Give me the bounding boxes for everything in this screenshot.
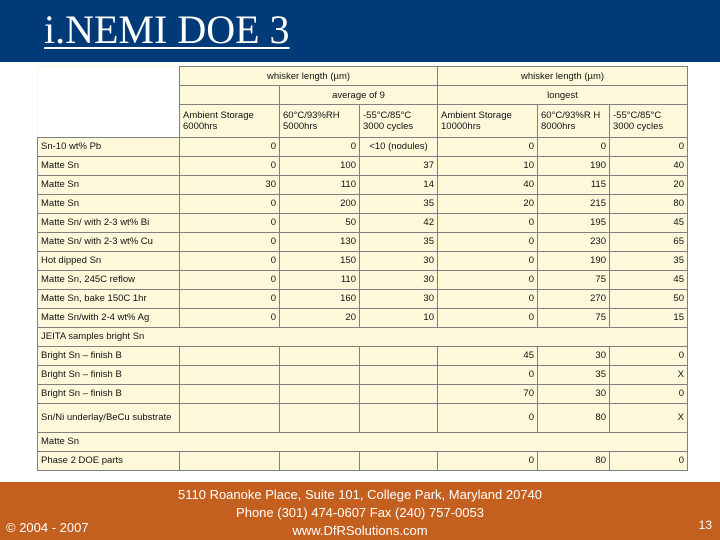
- table-cell: 35: [610, 251, 688, 270]
- table-cell: 80: [610, 194, 688, 213]
- footer-website: www.DfRSolutions.com: [292, 523, 428, 538]
- table-cell: 0: [438, 232, 538, 251]
- table-row: [38, 403, 688, 432]
- table-cell: 0: [180, 156, 280, 175]
- page-number: 13: [698, 518, 712, 532]
- table-row: [38, 156, 688, 175]
- table-cell: 50: [610, 289, 688, 308]
- table-cell: 0: [438, 403, 538, 432]
- section-label-jeita: JEITA samples bright Sn: [38, 327, 688, 346]
- section-label-matte: Matte Sn: [38, 432, 688, 451]
- table-cell: 35: [360, 194, 438, 213]
- table-cell: 0: [438, 137, 538, 156]
- table-cell: 150: [280, 251, 360, 270]
- table-cell: 0: [180, 251, 280, 270]
- table-cell: 0: [610, 137, 688, 156]
- table-cell: 75: [538, 308, 610, 327]
- table-cell: 35: [538, 365, 610, 384]
- row-label: Matte Sn, bake 150C 1hr: [38, 289, 180, 308]
- table-cell: 160: [280, 289, 360, 308]
- main-rows: [38, 137, 688, 327]
- copyright: © 2004 - 2007: [6, 520, 89, 535]
- table-row: [38, 232, 688, 251]
- table-cell: 0: [280, 137, 360, 156]
- row-label: Matte Sn: [38, 175, 180, 194]
- row-label: Matte Sn: [38, 156, 180, 175]
- table-cell: 0: [438, 251, 538, 270]
- table-cell: 75: [538, 270, 610, 289]
- slide-header: [0, 0, 720, 62]
- table-cell: 0: [438, 213, 538, 232]
- table-cell: 40: [610, 156, 688, 175]
- table-cell: 0: [538, 137, 610, 156]
- table-cell: 0: [180, 137, 280, 156]
- table-cell: 45: [438, 346, 538, 365]
- jeita-rows: [38, 346, 688, 432]
- table-cell: 45: [610, 270, 688, 289]
- slide-footer: [0, 482, 720, 540]
- row-label: Matte Sn: [38, 194, 180, 213]
- table-cell: 0: [180, 232, 280, 251]
- table-row: [38, 384, 688, 403]
- column-header: Ambient Storage 10000hrs: [438, 105, 538, 138]
- column-header-row: [38, 105, 688, 138]
- matte-section-row: [38, 432, 688, 451]
- table-cell: 215: [538, 194, 610, 213]
- table-cell: 30: [360, 289, 438, 308]
- table-cell: 190: [538, 251, 610, 270]
- table-cell: 130: [280, 232, 360, 251]
- sub-header-row: [38, 86, 688, 105]
- table-cell: 37: [360, 156, 438, 175]
- table-cell: 40: [438, 175, 538, 194]
- table-cell: 0: [180, 308, 280, 327]
- footer-phone: Phone (301) 474-0607 Fax (240) 757-0053: [236, 505, 484, 520]
- row-label: Matte Sn/ with 2-3 wt% Bi: [38, 213, 180, 232]
- table-cell: 65: [610, 232, 688, 251]
- table-cell: 10: [360, 308, 438, 327]
- row-label: Matte Sn/with 2-4 wt% Ag: [38, 308, 180, 327]
- whisker-table: [37, 66, 688, 471]
- table-cell: 30: [360, 270, 438, 289]
- group-header-row: [38, 67, 688, 86]
- table-cell: 15: [610, 308, 688, 327]
- table-cell: 110: [280, 270, 360, 289]
- phase2-row: [38, 451, 688, 470]
- table-cell: 200: [280, 194, 360, 213]
- table-cell: 110: [280, 175, 360, 194]
- table-row: [38, 365, 688, 384]
- table-cell: 30: [360, 251, 438, 270]
- column-header: Ambient Storage 6000hrs: [180, 105, 280, 138]
- table-cell: 100: [280, 156, 360, 175]
- table-cell: 0: [610, 346, 688, 365]
- table-cell: 0: [438, 451, 538, 470]
- table-cell: 20: [280, 308, 360, 327]
- contact-block: [160, 486, 560, 540]
- jeita-section-row: [38, 327, 688, 346]
- table-cell: 0: [180, 289, 280, 308]
- table-cell: 20: [610, 175, 688, 194]
- table-cell: 80: [538, 403, 610, 432]
- table-cell: X: [610, 403, 688, 432]
- table-cell: 0: [180, 270, 280, 289]
- table-cell: 70: [438, 384, 538, 403]
- table-cell: 45: [610, 213, 688, 232]
- table-cell: 10: [438, 156, 538, 175]
- table-cell: 20: [438, 194, 538, 213]
- slide-title: i.NEMI DOE 3: [44, 7, 290, 52]
- table-cell: 270: [538, 289, 610, 308]
- row-label: Bright Sn – finish B: [38, 365, 180, 384]
- sub-header-average: average of 9: [280, 86, 438, 105]
- table-cell: X: [610, 365, 688, 384]
- table-cell: 0: [610, 384, 688, 403]
- table-cell: 30: [180, 175, 280, 194]
- table-cell: 14: [360, 175, 438, 194]
- table-cell: 0: [438, 308, 538, 327]
- row-label: Matte Sn/ with 2-3 wt% Cu: [38, 232, 180, 251]
- table-cell: 35: [360, 232, 438, 251]
- column-header: -55°C/85°C 3000 cycles: [360, 105, 438, 138]
- table-row: [38, 213, 688, 232]
- table-cell: 115: [538, 175, 610, 194]
- table-cell: 0: [610, 451, 688, 470]
- row-label: Phase 2 DOE parts: [38, 451, 180, 470]
- table-row: [38, 346, 688, 365]
- table-row: [38, 289, 688, 308]
- table-row: [38, 175, 688, 194]
- row-label: Hot dipped Sn: [38, 251, 180, 270]
- sub-header-longest: longest: [438, 86, 688, 105]
- column-header: 60°C/93%R H 8000hrs: [538, 105, 610, 138]
- table-cell: 0: [180, 213, 280, 232]
- row-label: Bright Sn – finish B: [38, 346, 180, 365]
- group-header-longest: whisker length (µm): [438, 67, 688, 86]
- row-label: Sn-10 wt% Pb: [38, 137, 180, 156]
- table-row: [38, 137, 688, 156]
- footer-address: 5110 Roanoke Place, Suite 101, College Park, Maryland 20740: [178, 487, 542, 502]
- table-cell: 50: [280, 213, 360, 232]
- table-cell: 0: [180, 194, 280, 213]
- table-cell: 190: [538, 156, 610, 175]
- table-row: [38, 270, 688, 289]
- row-label: Bright Sn – finish B: [38, 384, 180, 403]
- table-cell: 0: [438, 270, 538, 289]
- table-cell: 195: [538, 213, 610, 232]
- table-cell: 230: [538, 232, 610, 251]
- column-header: 60°C/93%RH 5000hrs: [280, 105, 360, 138]
- table-cell: 80: [538, 451, 610, 470]
- column-header: -55°C/85°C 3000 cycles: [610, 105, 688, 138]
- table-cell: 0: [438, 289, 538, 308]
- row-label: Matte Sn, 245C reflow: [38, 270, 180, 289]
- table-cell: 30: [538, 384, 610, 403]
- table-row: [38, 194, 688, 213]
- table-row: [38, 308, 688, 327]
- row-label: Sn/Ni underlay/BeCu substrate: [38, 403, 180, 432]
- group-header-avg: whisker length (µm): [180, 67, 438, 86]
- table-cell: 30: [538, 346, 610, 365]
- table-row: [38, 251, 688, 270]
- table-cell: 42: [360, 213, 438, 232]
- table-cell: <10 (nodules): [360, 137, 438, 156]
- table-cell: 0: [438, 365, 538, 384]
